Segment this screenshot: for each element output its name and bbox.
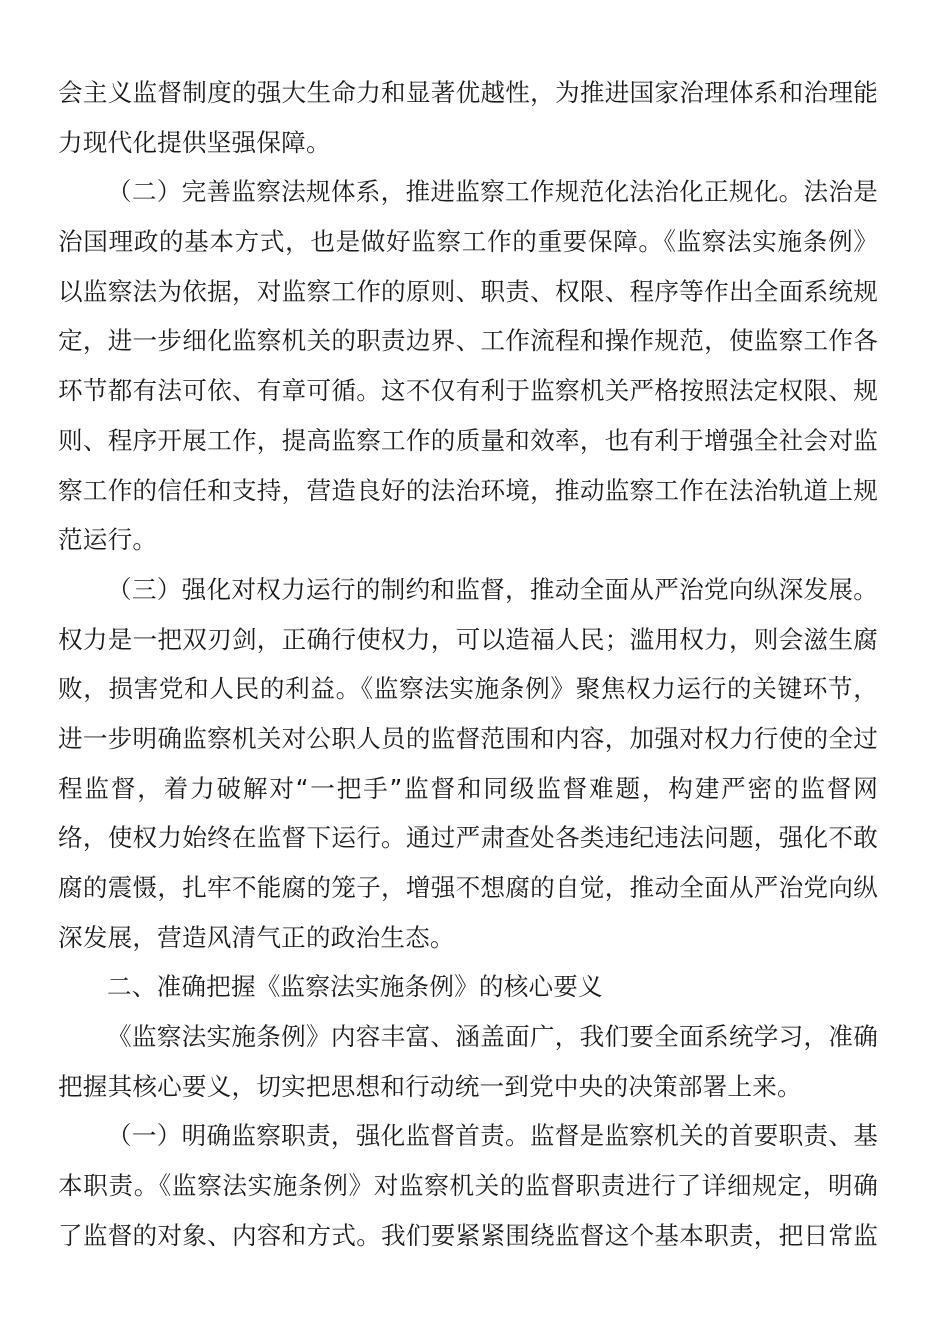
text-line: 环节都有法可依、有章可循。这不仅有利于监察机关严格按照法定权限、规 [58,376,878,406]
text-line: 力现代化提供坚强保障。 [58,127,331,157]
text-line: 范运行。 [58,525,158,555]
text-line: 定，进一步细化监察机关的职责边界、工作流程和操作规范，使监察工作各 [58,326,878,356]
text-line: 以监察法为依据，对监察工作的原则、职责、权限、程序等作出全面系统规 [58,276,878,306]
text-line: 权力是一把双刃剑，正确行使权力，可以造福人民；滥用权力，则会滋生腐 [58,624,878,654]
text-line: 深发展，营造风清气正的政治生态。 [58,922,455,952]
text-line: 络，使权力始终在监督下运行。通过严肃查处各类违纪违法问题，强化不敢 [58,823,878,853]
text-line: 进一步明确监察机关对公职人员的监督范围和内容，加强对权力行使的全过 [58,723,878,753]
text-line: 《监察法实施条例》内容丰富、涵盖面广，我们要全面系统学习，准确 [107,1022,878,1052]
text-line: 败，损害党和人民的利益。《监察法实施条例》聚焦权力运行的关键环节， [58,674,878,704]
text-line: 腐的震慑，扎牢不能腐的笼子，增强不想腐的自觉，推动全面从严治党向纵 [58,873,878,902]
section-heading: 二、准确把握《监察法实施条例》的核心要义 [107,972,603,1002]
text-line: 察工作的信任和支持，营造良好的法治环境，推动监察工作在法治轨道上规 [58,475,878,505]
text-line: 会主义监督制度的强大生命力和显著优越性，为推进国家治理体系和治理能 [58,78,878,107]
text-line: 把握其核心要义，切实把思想和行动统一到党中央的决策部署上来。 [58,1071,802,1101]
text-line: 本职责。《监察法实施条例》对监察机关的监督职责进行了详细规定，明确 [58,1171,878,1201]
document-body [58,68,878,1261]
text-line: 了监督的对象、内容和方式。我们要紧紧围绕监督这个基本职责，把日常监 [58,1220,878,1250]
paragraph-heading-2: （二）完善监察法规体系，推进监察工作规范化法治化正规化。法治是 [107,177,878,207]
paragraph-heading-1: （一）明确监察职责，强化监督首责。监督是监察机关的首要职责、基 [107,1121,878,1151]
text-line: 治国理政的基本方式，也是做好监察工作的重要保障。《监察法实施条例》 [58,227,878,257]
paragraph-heading-3: （三）强化对权力运行的制约和监督，推动全面从严治党向纵深发展。 [107,574,878,604]
text-line: 程监督，着力破解对“一把手”监督和同级监督难题，构建严密的监督网 [58,773,878,803]
text-line: 则、程序开展工作，提高监察工作的质量和效率，也有利于增强全社会对监 [58,425,878,455]
